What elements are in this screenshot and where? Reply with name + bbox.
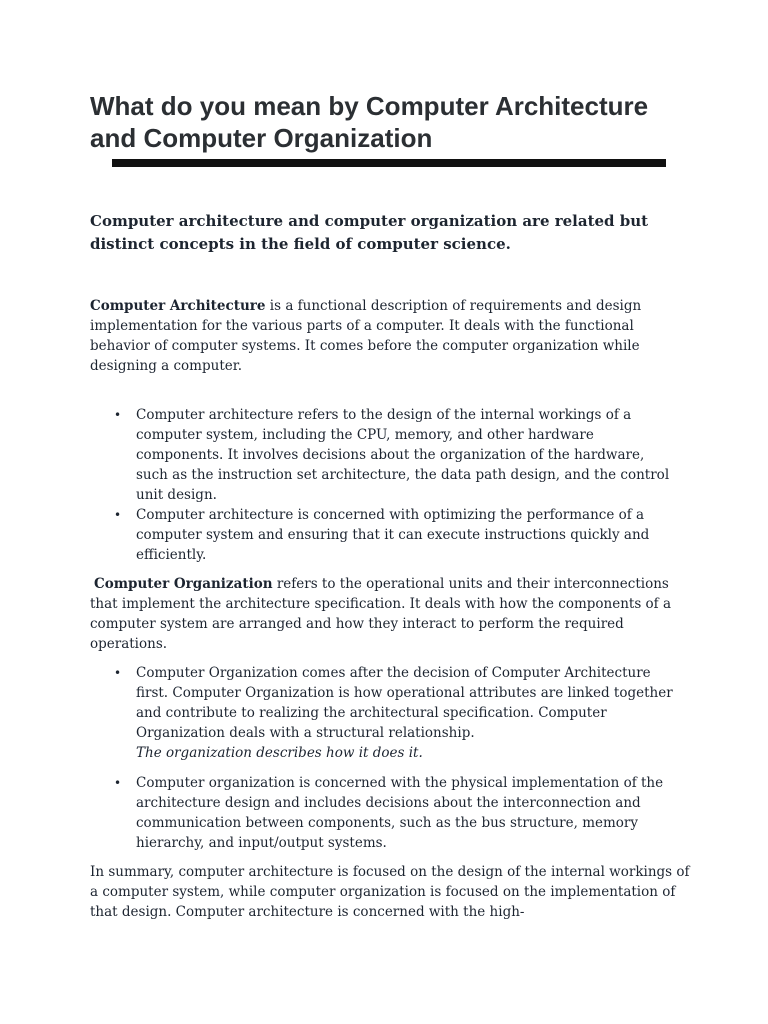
title-underline-rule <box>112 159 666 167</box>
list-item <box>112 405 678 505</box>
summary-paragraph: In summary, computer architecture is focused on the design of the internal workings of a computer system, while computer organization is focused on the implementation of that design. Computer architecture is concerned with the high- <box>90 864 690 920</box>
organization-emphasis-text: The organization describes how it does it. <box>136 745 423 761</box>
organization-term: Computer Organization <box>94 576 273 592</box>
organization-definition-text: refers to the operational units and their interconnections that implement the architecture specification. It deals with how the components of a computer system are arranged and how they interact to perform the required operations. <box>90 576 672 652</box>
architecture-definition-text: is a functional description of requirements and design implementation for the various parts of a computer. It deals with the functional behavior of computer systems. It comes before the computer organization while designing a computer. <box>90 298 642 374</box>
architecture-bullet-text: Computer architecture is concerned with optimizing the performance of a computer system and ensuring that it can execute instructions quickly and efficiently. <box>136 507 650 563</box>
intro-paragraph: Computer architecture and computer organization are related but distinct concepts in the field of computer science. <box>90 212 649 253</box>
bullet-icon: • <box>114 666 122 680</box>
architecture-term: Computer Architecture <box>90 298 266 314</box>
architecture-bullet-list <box>112 405 678 565</box>
organization-bullet-text: Computer Organization comes after the decision of Computer Architecture first. Computer Organization is how operational attributes are linked together and contribute to realizing the architectural specification. Computer Organization deals with a structural relationship. <box>136 665 673 741</box>
architecture-bullet-text: Computer architecture refers to the design of the internal workings of a computer system, including the CPU, memory, and other hardware components. It involves decisions about the organization of the hardware, such as the instruction set architecture, the data path design, and the control unit design. <box>136 407 670 503</box>
organization-definition-paragraph <box>90 574 690 654</box>
architecture-definition-paragraph <box>90 296 690 376</box>
bullet-icon: • <box>114 776 122 790</box>
list-item <box>112 505 678 565</box>
bullet-icon: • <box>114 408 122 422</box>
list-item <box>112 773 678 853</box>
page-title: What do you mean by Computer Architecture and Computer Organization <box>90 91 649 153</box>
bullet-icon: • <box>114 508 122 522</box>
organization-bullet-list <box>112 663 678 763</box>
list-item <box>112 663 678 763</box>
organization-bullet-list-2 <box>112 773 678 853</box>
organization-bullet-text: Computer organization is concerned with the physical implementation of the architecture design and includes decisions about the interconnection and communication between components, such as the bus structure, memory hierarchy, and input/output systems. <box>136 775 664 851</box>
